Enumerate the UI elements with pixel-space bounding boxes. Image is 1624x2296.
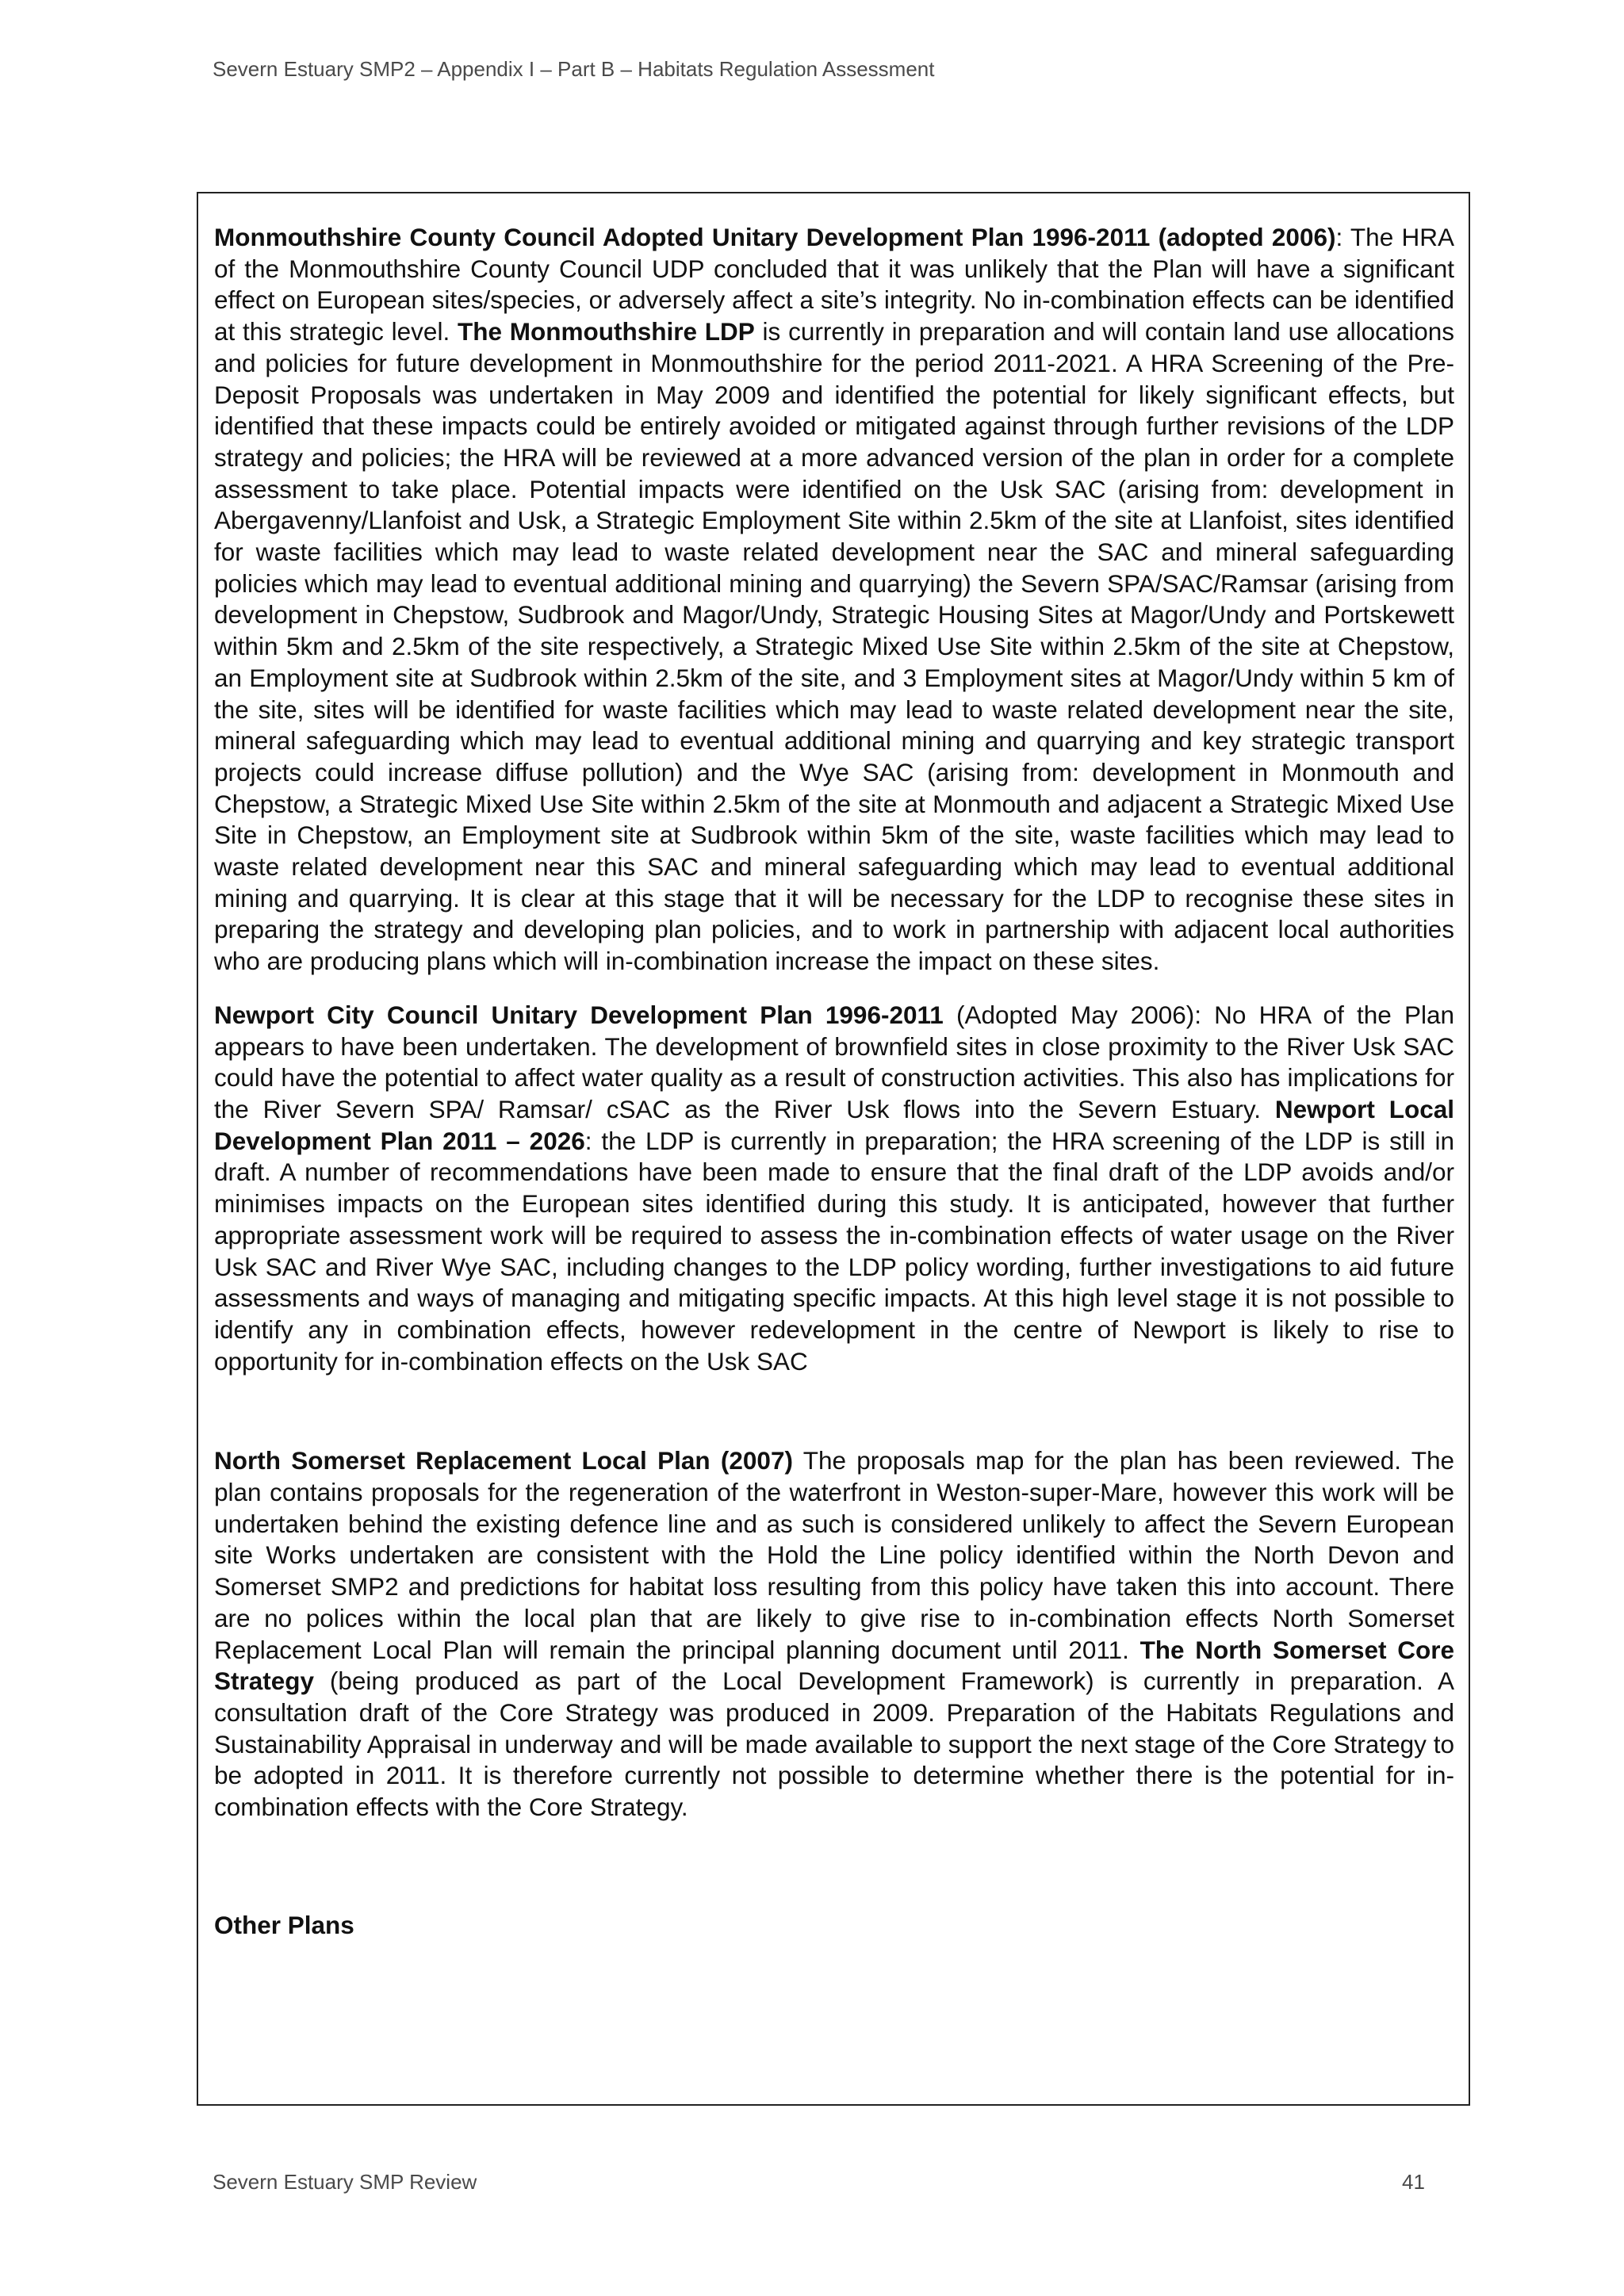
- newport-udp-title: Newport City Council Unitary Development Plan 1996-2011: [214, 1000, 944, 1029]
- monmouthshire-text-2: is currently in preparation and will contain land use allocations and policies for future development in Monmouthshire for the period 2011-2021. A HRA Screening of the Pre-Deposit Proposals was undertaken in May 2009 and identified the potential for likely significant effects, but identified that these impacts could be entirely avoided or mitigated against through further revisions of the LDP strategy and policies; the HRA will be reviewed at a more advanced version of the plan in order for a complete assessment to take place. Potential impacts were identified on the Usk SAC (arising from: development in Abergavenny/Llanfoist and Usk, a Strategic Employment Site within 2.5km of the site at Llanfoist, sites identified for waste facilities which may lead to waste related development near the SAC and mineral safeguarding policies which may lead to eventual additional mining and quarrying) the Severn SPA/SAC/Ramsar (arising from development in Chepstow, Sudbrook and Magor/Undy, Strategic Housing Sites at Magor/Undy and Portskewett within 5km and 2.5km of the site respectively, a Strategic Mixed Use Site within 2.5km of the site at Chepstow, an Employment site at Sudbrook within 2.5km of the site, and 3 Employment sites at Magor/Undy within 5 km of the site, sites will be identified for waste facilities which may lead to waste related development near the site, mineral safeguarding which may lead to eventual additional mining and quarrying and key strategic transport projects could increase diffuse pollution) and the Wye SAC (arising from: development in Monmouth and Chepstow, a Strategic Mixed Use Site within 2.5km of the site at Monmouth and adjacent a Strategic Mixed Use Site in Chepstow, an Employment site at Sudbrook within 5km of the site, waste facilities which may lead to waste related development near this SAC and mineral safeguarding which may lead to eventual additional mining and quarrying. It is clear at this stage that it will be necessary for the LDP to recognise these sites in preparing the strategy and developing plan policies, and to work in partnership with adjacent local authorities who are producing plans which will in-combination increase the impact on these sites.: [214, 317, 1454, 976]
- monmouthshire-title-suffix: :: [1335, 223, 1343, 251]
- north-somerset-paragraph: [214, 1445, 1454, 1823]
- other-plans-heading: Other Plans: [214, 1910, 354, 1939]
- north-somerset-text-2: (being produced as part of the Local Development Framework) is currently in preparation. A consultation draft of the Core Strategy was produced in 2009. Preparation of the Habitats Regulations and Sustainability Appraisal in underway and will be made available to support the next stage of the Core Strategy to be adopted in 2011. It is therefore currently not possible to determine whether there is the potential for in-combination effects with the Core Strategy.: [214, 1667, 1454, 1822]
- monmouthshire-paragraph: [214, 222, 1454, 978]
- content-box: [197, 192, 1470, 2106]
- newport-text-1: (Adopted May 2006): No HRA of the Plan appears to have been undertaken. The development of brownfield sites in close proximity to the River Usk SAC could have the potential to affect water quality as a result of construction activities. This also has implications for the River Severn SPA/ Ramsar/ cSAC as the River Usk flows into the Severn Estuary.: [214, 1000, 1454, 1123]
- running-header: Severn Estuary SMP2 – Appendix I – Part B – Habitats Regulation Assessment: [213, 57, 935, 81]
- north-somerset-core-title: The North Somerset Core Strategy: [214, 1635, 1454, 1696]
- spacer: [214, 978, 1454, 1000]
- footer-document-title: Severn Estuary SMP Review: [213, 2170, 477, 2194]
- monmouthshire-ldp-title: The Monmouthshire LDP: [457, 317, 755, 346]
- spacer: [214, 1823, 1454, 1909]
- newport-text-2: : the LDP is currently in preparation; the HRA screening of the LDP is still in draft. A number of recommendations have been made to ensure that the final draft of the LDP avoids and/or minimises impacts on the European sites identified during this study. It is anticipated, however that further appropriate assessment work will be required to assess the in-combination effects of water usage on the River Usk SAC and River Wye SAC, including changes to the LDP policy wording, further investigations to aid future assessments and ways of managing and mitigating specific impacts. At this high level stage it is not possible to identify any in combination effects, however redevelopment in the centre of Newport is likely to rise to opportunity for in-combination effects on the Usk SAC: [214, 1126, 1454, 1376]
- monmouthshire-text-1: The HRA of the Monmouthshire County Council UDP concluded that it was unlikely that the Plan will have a significant effect on European sites/species, or adversely affect a site’s integrity. No in-combination effects can be identified at this strategic level.: [214, 223, 1454, 346]
- spacer: [214, 1377, 1454, 1445]
- newport-paragraph: [214, 1000, 1454, 1377]
- north-somerset-text-1: The proposals map for the plan has been reviewed. The plan contains proposals for the regeneration of the waterfront in Weston-super-Mare, however this work will be undertaken behind the existing defence line and as such is considered unlikely to affect the Severn European site Works undertaken are consistent with the Hold the Line policy identified within the North Devon and Somerset SMP2 and predictions for habitat loss resulting from this policy have taken this into account. There are no polices within the local plan that are likely to give rise to in-combination effects North Somerset Replacement Local Plan will remain the principal planning document until 2011.: [214, 1446, 1455, 1664]
- monmouthshire-udp-title: Monmouthshire County Council Adopted Unitary Development Plan 1996-2011 (adopted 2006): [214, 223, 1336, 251]
- newport-ldp-title: Newport Local Development Plan 2011 – 2026: [214, 1094, 1454, 1155]
- footer-page-number: 41: [1402, 2170, 1425, 2194]
- north-somerset-plan-title: North Somerset Replacement Local Plan (2007): [214, 1446, 793, 1475]
